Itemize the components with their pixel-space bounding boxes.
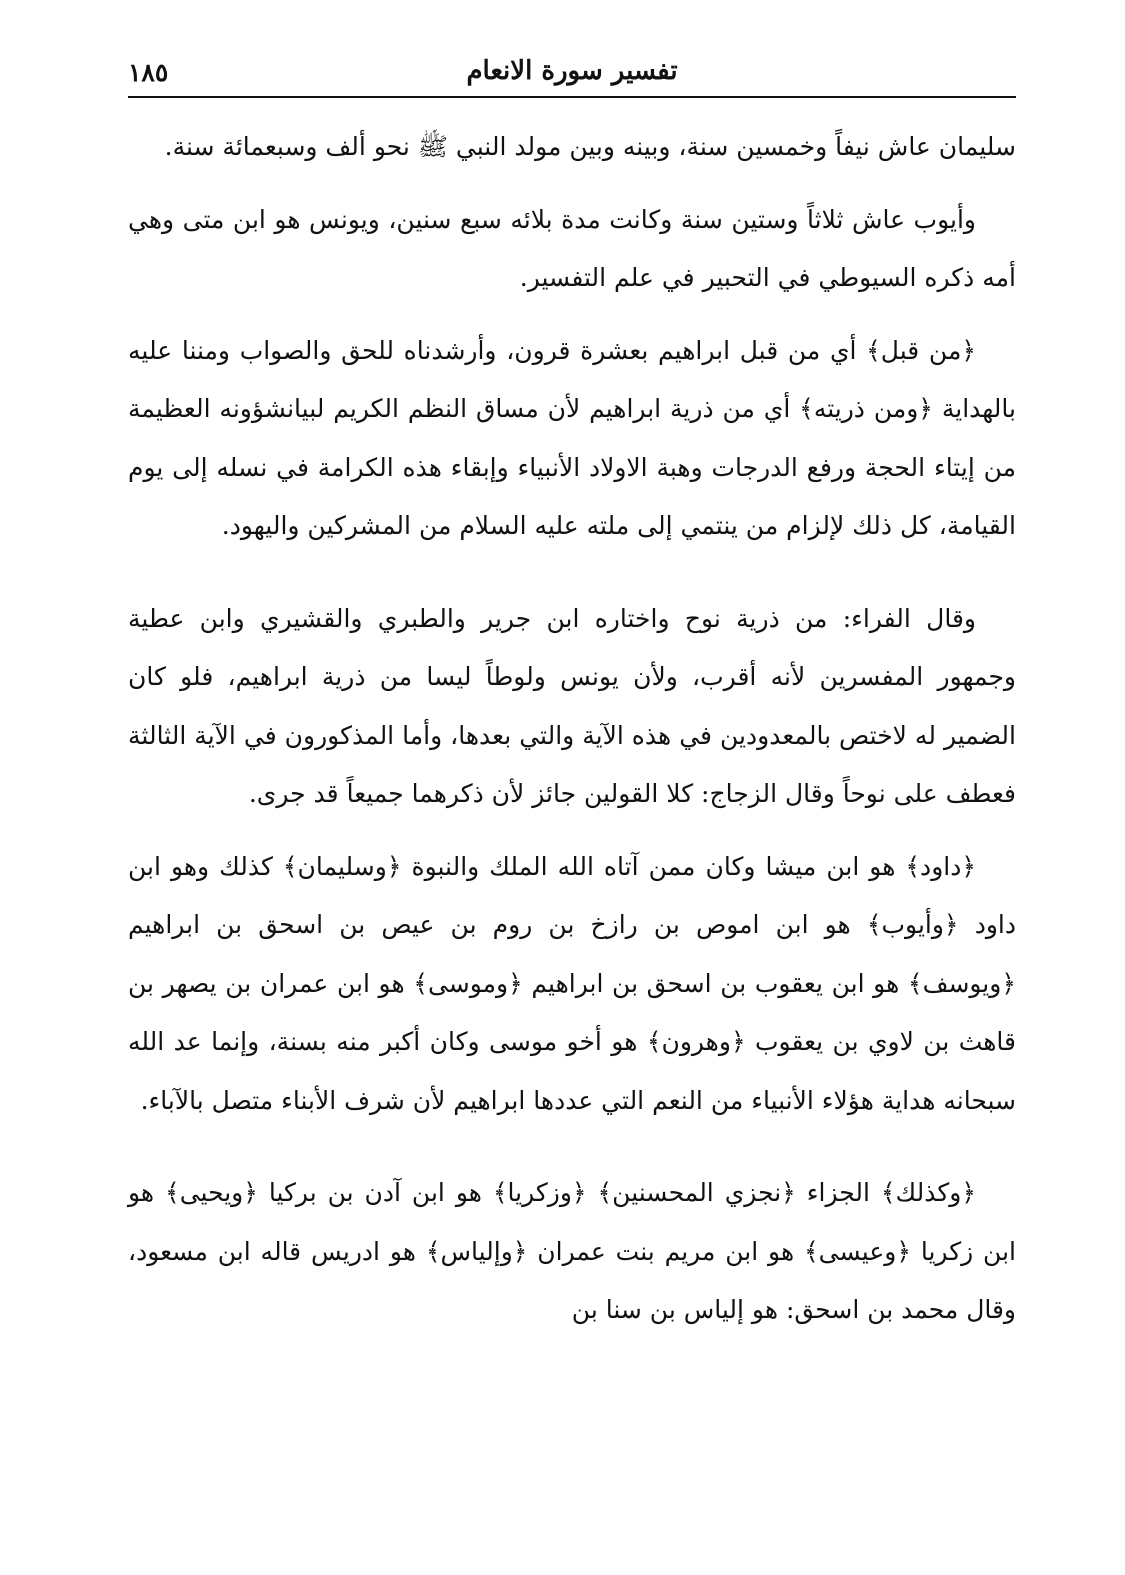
body-text [128,118,1016,1354]
paragraph: ﴿داود﴾ هو ابن ميشا وكان ممن آتاه الله الملك والنبوة ﴿وسليمان﴾ كذلك وهو ابن داود ﴿وأيوب﴾ هو ابن اموص بن رازخ بن روم بن عيص بن اسحق بن ابراهيم ﴿ويوسف﴾ هو ابن يعقوب بن اسحق بن ابراهيم ﴿وموسى﴾ هو ابن عمران بن يصهر بن قاهث بن لاوي بن يعقوب ﴿وهرون﴾ هو أخو موسى وكان أكبر منه بسنة، وإنما عد الله سبحانه هداية هؤلاء الأنبياء من النعم التي عددها ابراهيم لأن شرف الأبناء متصل بالآباء. [128,851,1016,1115]
page-number: ١٨٥ [128,58,169,87]
page-header [128,52,1016,98]
running-title: تفسير سورة الانعام [466,56,678,86]
paragraph: وأيوب عاش ثلاثاً وستين سنة وكانت مدة بلائه سبع سنين، ويونس هو ابن متى وهي أمه ذكره السيوطي في التحبير في علم التفسير. [128,204,1016,292]
paragraph: سليمان عاش نيفاً وخمسين سنة، وبينه وبين مولد النبي ﷺ نحو ألف وسبعمائة سنة. [164,132,1016,161]
paragraph: ﴿وكذلك﴾ الجزاء ﴿نجزي المحسنين﴾ ﴿وزكريا﴾ هو ابن آدن بن بركيا ﴿ويحيى﴾ هو ابن زكريا ﴿وعيسى﴾ هو ابن مريم بنت عمران ﴿وإلياس﴾ هو ادريس قاله ابن مسعود، وقال محمد بن اسحق: هو إلياس بن سنا بن [128,1178,1016,1324]
paragraph: وقال الفراء: من ذرية نوح واختاره ابن جرير والطبري والقشيري وابن عطية وجمهور المفسرين لأنه أقرب، ولأن يونس ولوطاً ليسا من ذرية ابراهيم، فلو كان الضمير له لاختص بالمعدودين في هذه الآية والتي بعدها، وأما المذكورون في الآية الثالثة فعطف على نوحاً وقال الزجاج: كلا القولين جائز لأن ذكرهما جميعاً قد جرى. [128,603,1016,808]
paragraph: ﴿من قبل﴾ أي من قبل ابراهيم بعشرة قرون، وأرشدناه للحق والصواب ومننا عليه بالهداية ﴿ومن ذريته﴾ أي من ذرية ابراهيم لأن مساق النظم الكريم لبيانشؤونه العظيمة من إيتاء الحجة ورفع الدرجات وهبة الاولاد الأنبياء وإبقاء هذه الكرامة في نسله إلى يوم القيامة، كل ذلك لإلزام من ينتمي إلى ملته عليه السلام من المشركين واليهود. [128,335,1016,540]
